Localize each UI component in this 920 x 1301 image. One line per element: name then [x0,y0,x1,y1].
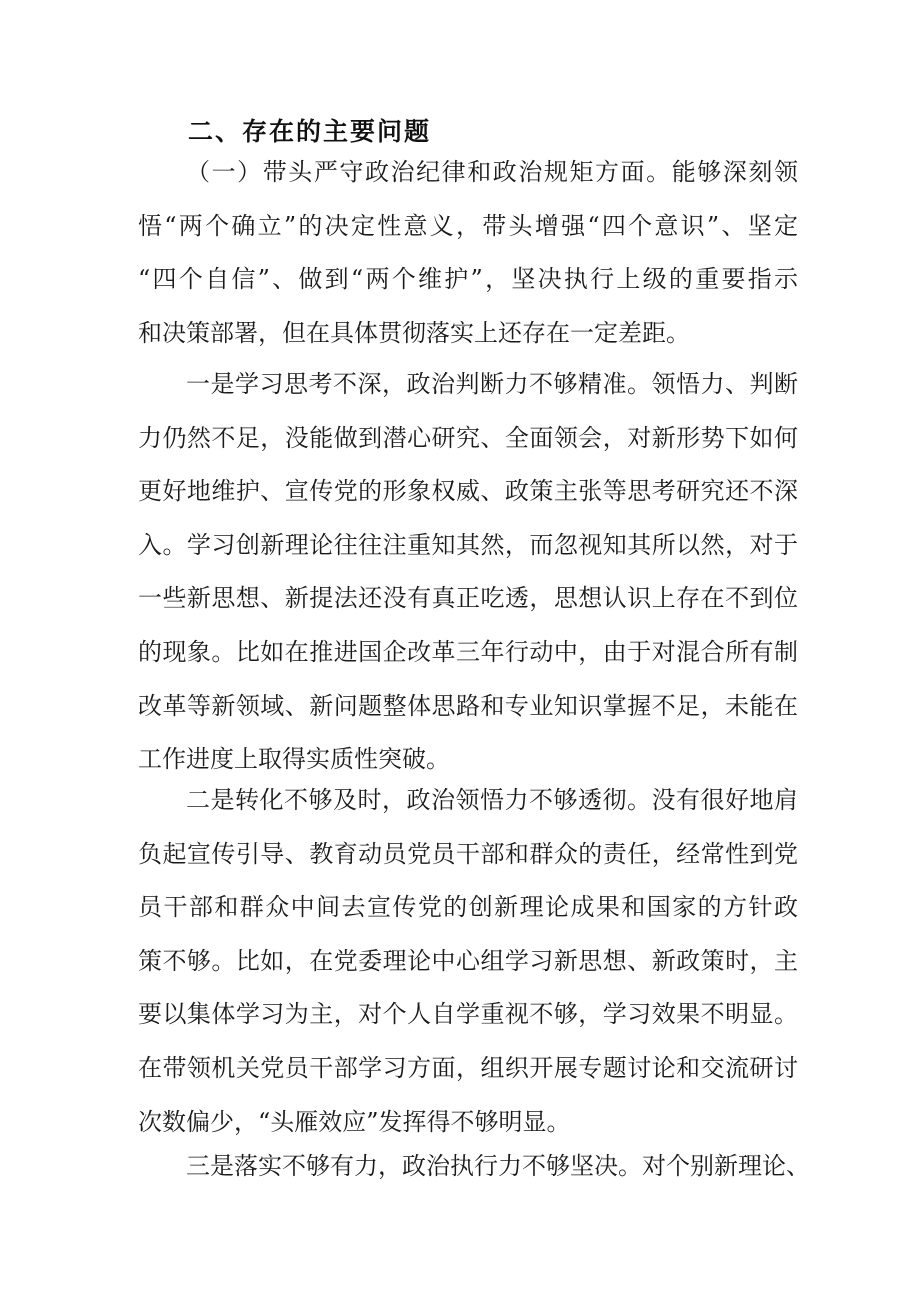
section-heading: 二、存在的主要问题 [188,117,432,146]
paragraph-line: 三是落实不够有力，政治执行力不够坚决。对个别新理论、 [186,1152,810,1180]
paragraph-line: 次数偏少，“头雁效应”发挥得不够明显。 [138,1107,571,1136]
paragraph-transformation [138,774,798,1149]
paragraph-line: 二是转化不够及时，政治领悟力不够透彻。没有很好地肩 [186,786,798,814]
paragraph-line: 改革等新领域、新问题整体思路和专业知识掌握不足，未能在 [138,691,798,720]
paragraph-line: 一是学习思考不深，政治判断力不够精准。领悟力、判断 [186,370,798,398]
paragraph-study-thinking [138,358,798,787]
paragraph-line: 策不够。比如，在党委理论中心组学习新思想、新政策时，主 [138,946,798,975]
paragraph-line: 在带领机关党员干部学习方面，组织开展专题讨论和交流研讨 [138,1053,798,1082]
paragraph-line: 悟“两个确立”的决定性意义，带头增强“四个意识”、坚定 [138,211,798,240]
paragraph-line: 力仍然不足，没能做到潜心研究、全面领会，对新形势下如何 [138,423,798,452]
paragraph-line: 入。学习创新理论往往注重知其然，而忽视知其所以然，对于 [138,530,798,559]
paragraph-implementation [138,1140,810,1194]
paragraph-line: 更好地维护、宣传党的形象权威、政策主张等思考研究还不深 [138,477,798,506]
paragraph-line: 员干部和群众中间去宣传党的创新理论成果和国家的方针政 [138,893,798,922]
paragraph-line: 和决策部署，但在具体贯彻落实上还存在一定差距。 [138,318,690,347]
paragraph-line: 要以集体学习为主，对个人自学重视不够，学习效果不明显。 [138,1000,798,1029]
paragraph-line: 工作进度上取得实质性突破。 [138,745,450,774]
paragraph-line: 的现象。比如在推进国企改革三年行动中，由于对混合所有制 [138,637,798,666]
paragraph-line: 一些新思想、新提法还没有真正吃透，思想认识上存在不到位 [138,584,798,613]
paragraph-political-discipline [138,146,798,360]
paragraph-line: 负起宣传引导、教育动员党员干部和群众的责任，经常性到党 [138,839,798,868]
paragraph-line: （一）带头严守政治纪律和政治规矩方面。能够深刻领 [186,158,798,186]
paragraph-line: “四个自信”、做到“两个维护”，坚决执行上级的重要指示 [138,265,798,294]
